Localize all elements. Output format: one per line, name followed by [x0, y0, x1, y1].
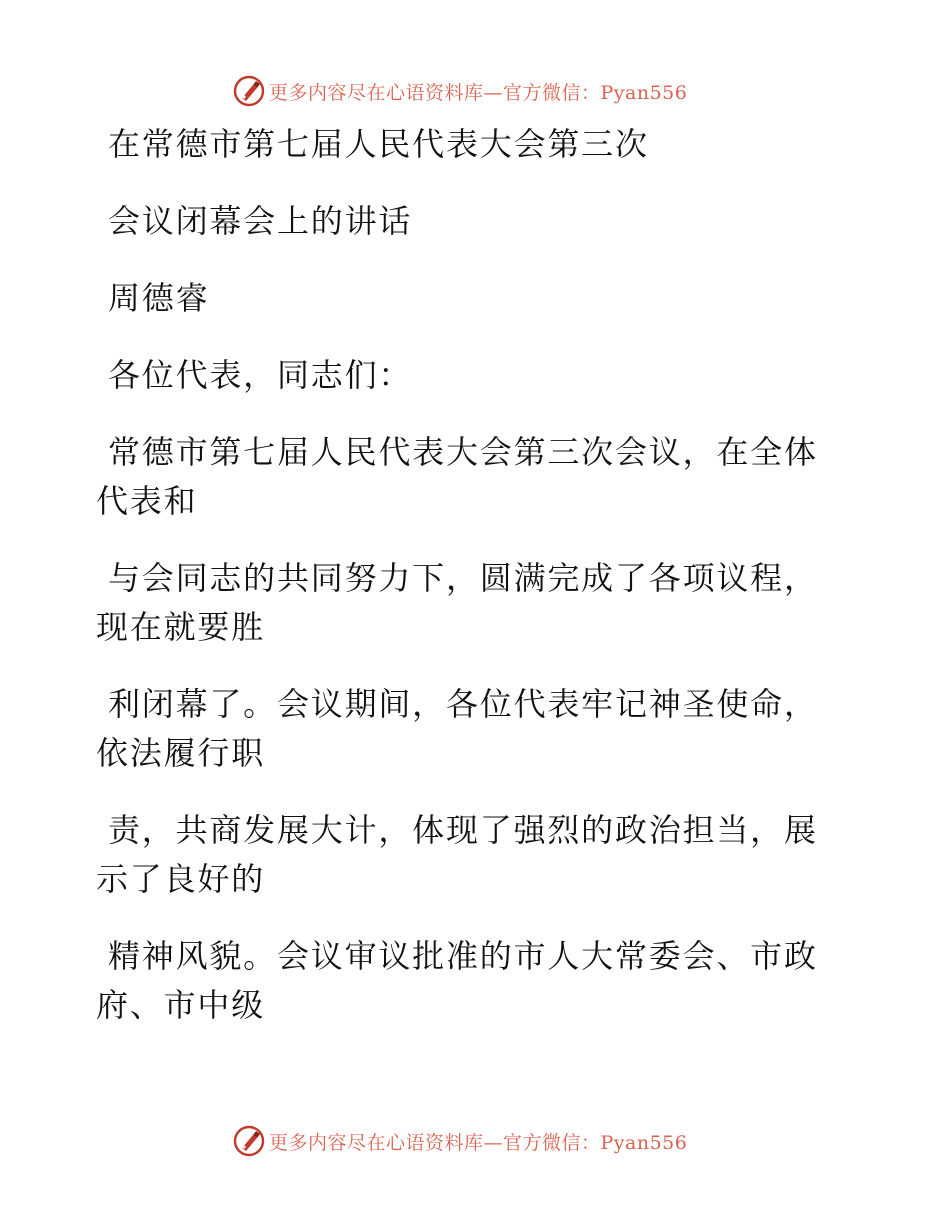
watermark-text: 更多内容尽在心语资料库—官方微信：Pyan556: [269, 81, 688, 104]
paragraph-line: 责，共商发展大计，体现了强烈的政治担当，展示了良好的: [96, 811, 818, 898]
title-line-2: 会议闭幕会上的讲话: [96, 202, 413, 240]
paragraph-line: 常德市第七届人民代表大会第三次会议，在全体代表和: [96, 433, 818, 520]
header-watermark: [233, 74, 687, 108]
title-line-1: 在常德市第七届人民代表大会第三次: [96, 125, 649, 163]
pen-seal-icon: [233, 1125, 265, 1157]
watermark-text: 更多内容尽在心语资料库—官方微信：Pyan556: [269, 1131, 688, 1154]
pen-seal-icon: [233, 75, 265, 107]
footer-watermark: [233, 1124, 687, 1158]
paragraph-line: 利闭幕了。会议期间，各位代表牢记神圣使命，依法履行职: [96, 685, 818, 772]
paragraph-line: 与会同志的共同努力下，圆满完成了各项议程，现在就要胜: [96, 559, 818, 646]
paragraph-line: 精神风貌。会议审议批准的市人大常委会、市政府、市中级: [96, 937, 818, 1024]
document-body: [96, 120, 836, 1058]
salutation: 各位代表，同志们：: [96, 356, 413, 394]
author-name: 周德睿: [96, 279, 210, 317]
